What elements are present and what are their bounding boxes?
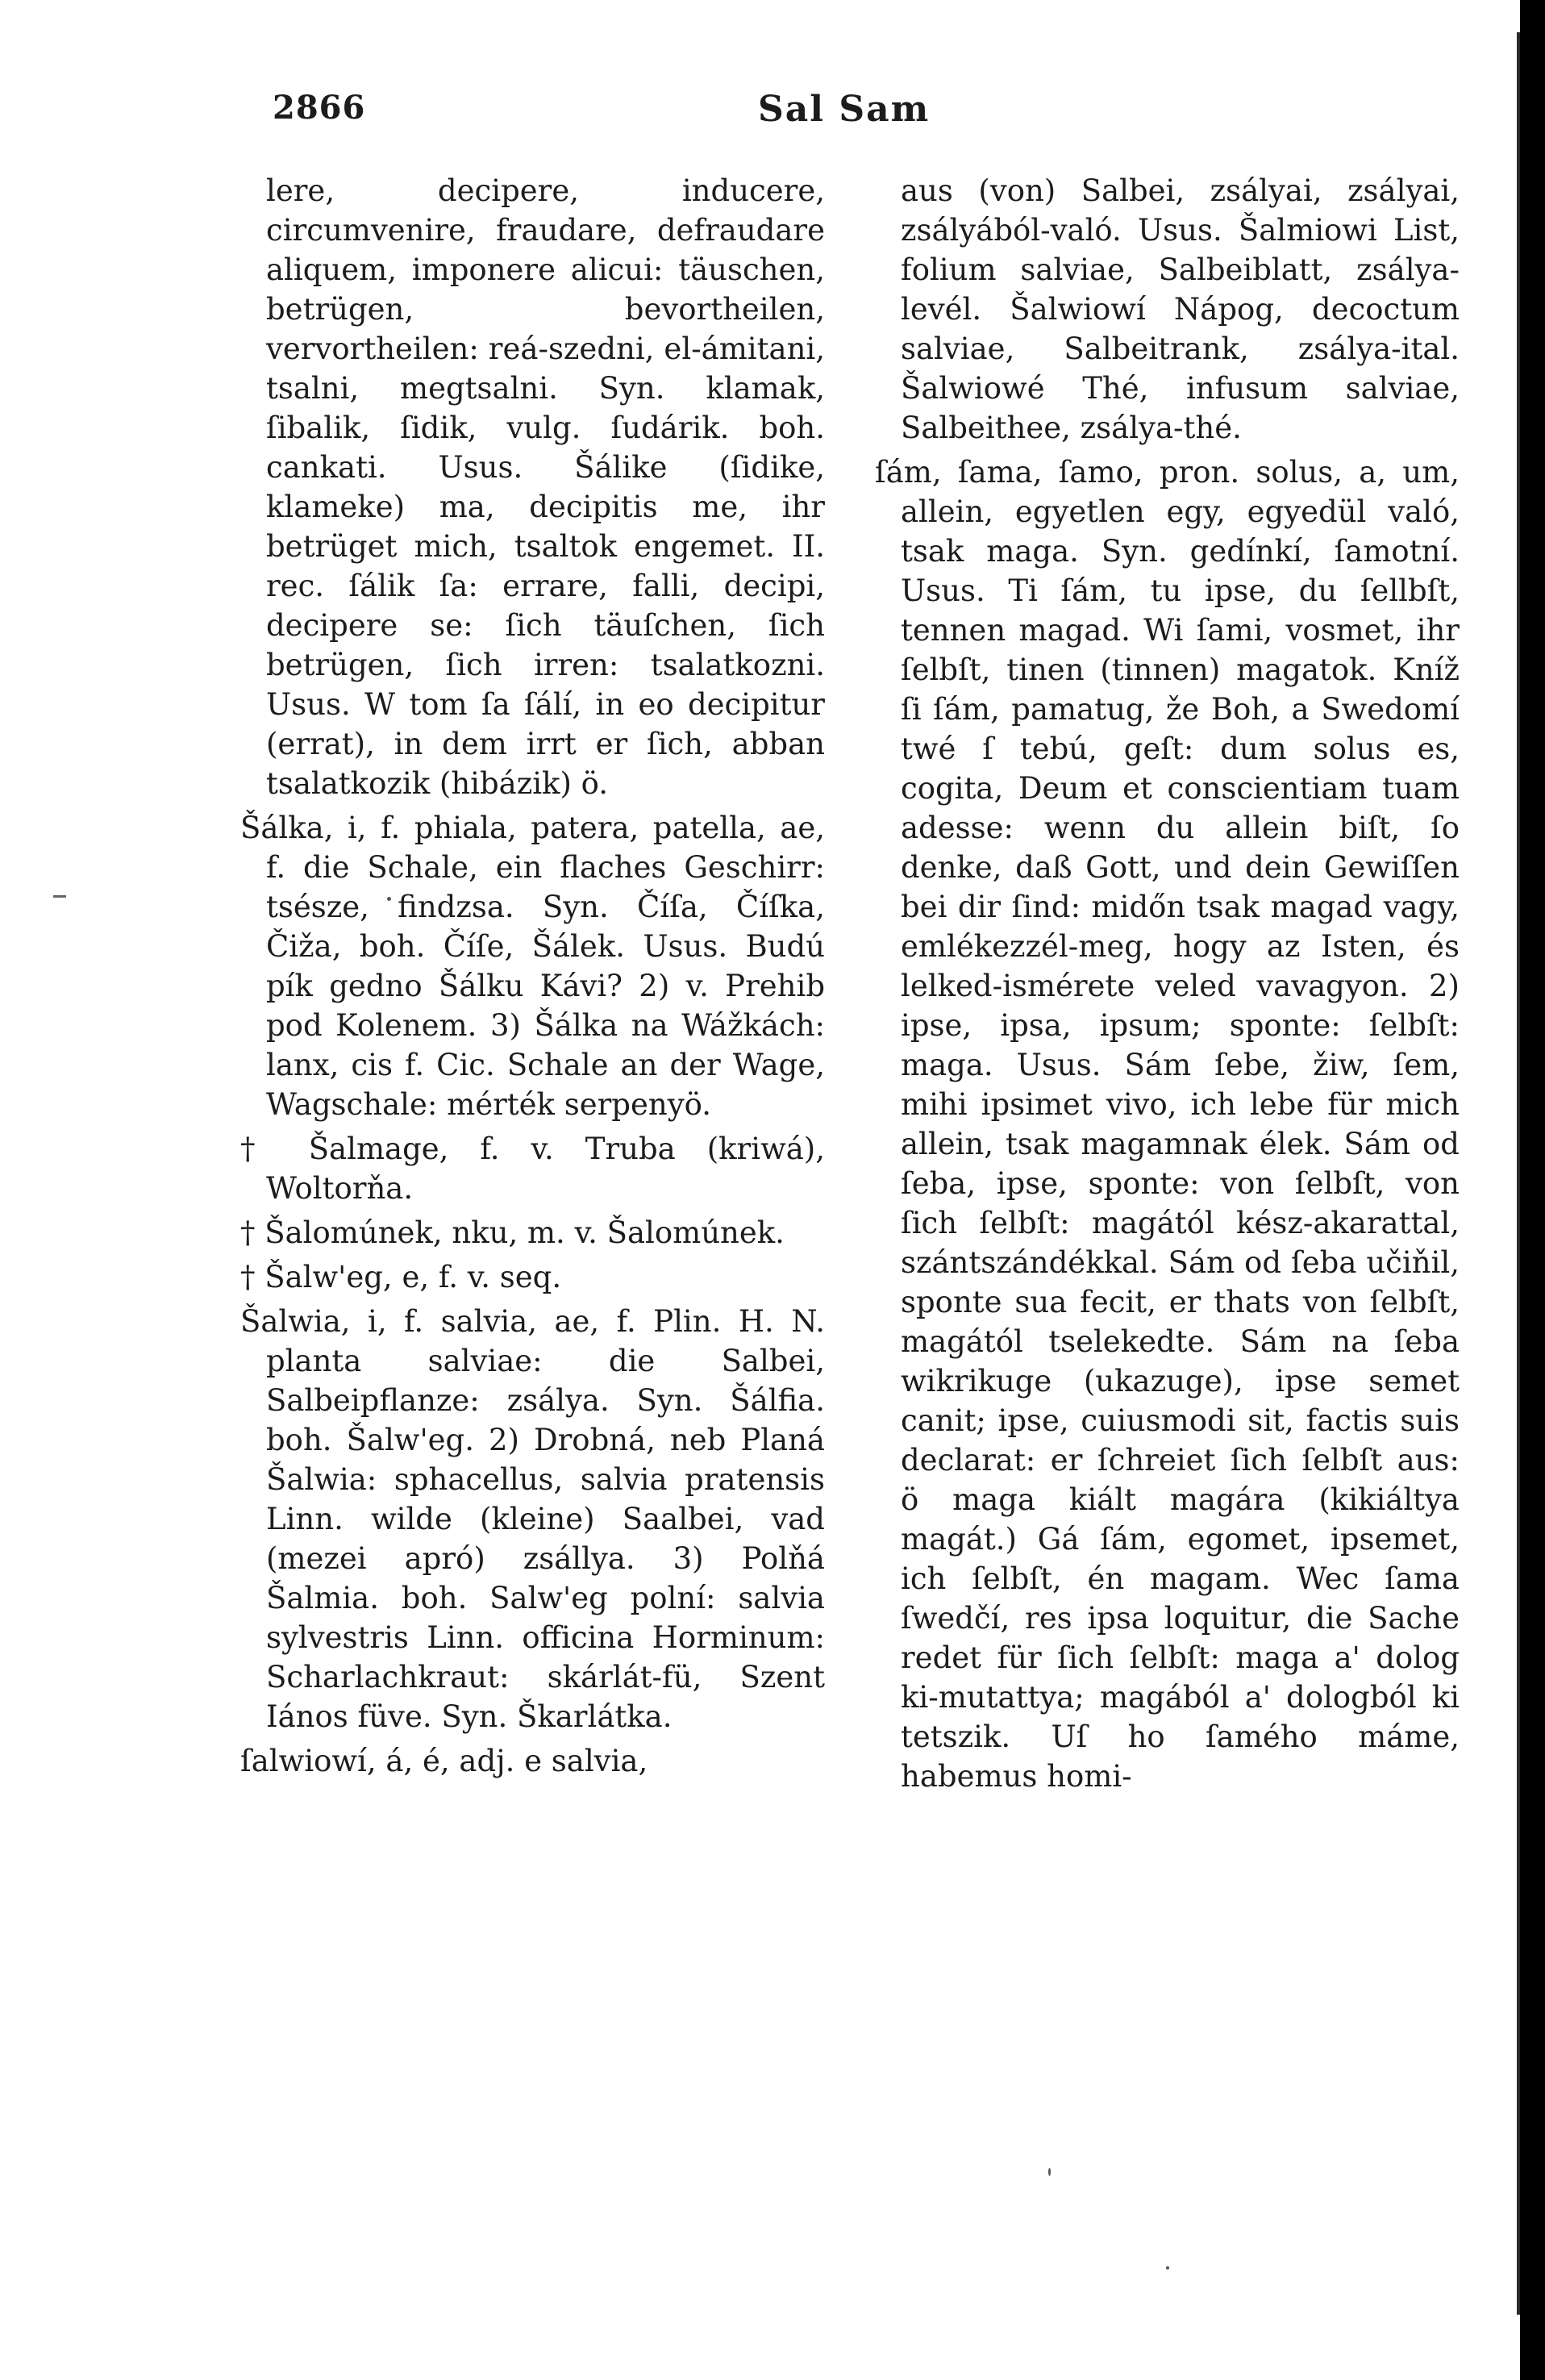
entry-continuation: lere, decipere, inducere, circumvenire, fraudare, defraudare aliquem, imponere alicui: täuschen, betrügen, bevortheilen, vervortheilen: reá-szedni, el-ámitani, tsalni, megtsalni. Syn. klamak, ſibalik, ſidik, vulg. ſudárik. boh. cankati. Usus. Šálike (ſidike, klameke) ma, decipitis me, ihr betrüget mich, tsaltok engemet. II. rec. ſálik ſa: errare, falli, decipi, decipere se: ſich täuſchen, ſich betrügen, ſich irren: tsalatkozni. Usus. W tom ſa ſálí, in eo decipitur (errat), in dem irrt er ſich, abban tsalatkozik (hibázik) ö. xyxy=(266,173,825,801)
margin-mark xyxy=(53,895,66,898)
entry-salmage: † Šalmage, f. v. Truba (kriwá), Woltorňa. xyxy=(240,1132,825,1206)
running-head: Sal Sam xyxy=(758,89,931,130)
print-speck xyxy=(1166,2266,1169,2270)
entry-salwia: Šalwia, i, f. salvia, ae, f. Plin. H. N. planta salviae: die Salbei, Salbeipflanze: zsálya. Syn. Šálfia. boh. Šalw'eg. 2) Drobná, neb Planá Šalwia: sphacellus, salvia pratensis Linn. wilde (kleine) Saalbei, vad (mezei apró) zsállya. 3) Polňá Šalmia. boh. Salw'eg polní: salvia sylvestris Linn. officina Horminum: Scharlachkraut: skárlát-fü, Szent Iános füve. Syn. Škarlátka. xyxy=(240,1304,825,1734)
left-column xyxy=(240,171,825,1786)
page-header xyxy=(0,89,1520,145)
entry-salwiowi-continuation: aus (von) Salbei, zsályai, zsályai, zsályából-való. Usus. Šalmiowi List, folium salviae, Salbeiblatt, zsálya-levél. Šalwiowí Nápog, decoctum salviae, Salbeitrank, zsálya-ital. Šalwiowé Thé, infusum salviae, Salbeithee, zsálya-thé. xyxy=(901,173,1460,445)
page-number: 2866 xyxy=(273,89,366,127)
entry-salka: Šálka, i, f. phiala, patera, patella, ae, f. die Schale, ein flaches Geschirr: tsésze, findzsa. Syn. Číſa, Číſka, Čiža, boh. Číſe, Šálek. Usus. Budú pík gedno Šálku Kávi? 2) v. Prehib pod Kolenem. 3) Šálka na Wážkách: lanx, cis f. Cic. Schale an der Wage, Wagschale: mérték serpenyö. xyxy=(240,811,825,1122)
entry-sam: ſám, ſama, ſamo, pron. solus, a, um, allein, egyetlen egy, egyedül való, tsak maga. Syn. gedínkí, ſamotní. Usus. Ti ſám, tu ipse, du ſellbſt, tennen magad. Wi ſami, vosmet, ihr ſelbſt, tinen (tinnen) magatok. Kníž ſi ſám, pamatug, že Boh, a Swedomí twé ſ tebú, geſt: dum solus es, cogita, Deum et conscientiam tuam adesse: wenn du allein biſt, ſo denke, daß Gott, und dein Gewiſſen bei dir ſind: midőn tsak magad vagy, emlékezzél-meg, hogy az Isten, és lelked-ismérete veled vavagyon. 2) ipse, ipsa, ipsum; sponte: ſelbſt: maga. Usus. Sám ſebe, žiw, ſem, mihi ipsimet vivo, ich lebe für mich allein, tsak magamnak élek. Sám od ſeba, ipse, sponte: von ſelbſt, von ſich ſelbſt: magától kész-akarattal, szántszándékkal. Sám od ſeba učiňil, sponte sua fecit, er thats von ſelbſt, magától tselekedte. Sám na ſeba wikrikuge (ukazuge), ipse semet canit; ipse, cuiusmodi sit, factis suis declarat: er ſchreiet ſich ſelbſt aus: ö maga kiált magára (kikiáltya magát.) Gá ſám, egomet, ipsemet, ich ſelbſt, én magam. Wec ſama ſwedčí, res ipsa loquitur, die Sache redet für ſich ſelbſt: maga a' dolog ki-mutattya; magából a' dologból ki tetszik. Uſ ho ſamého máme, habemus homi- xyxy=(875,455,1460,1794)
right-column xyxy=(875,171,1460,1801)
entry-salomunek: † Šalomúnek, nku, m. v. Šalomúnek. xyxy=(240,1215,785,1250)
print-speck xyxy=(1048,2168,1051,2176)
page-edge-rule xyxy=(1517,32,1520,2315)
entry-salwiowi: ſalwiowí, á, é, adj. e salvia, xyxy=(240,1744,648,1778)
entry-salweg: † Šalw'eg, e, f. v. seq. xyxy=(240,1260,562,1294)
